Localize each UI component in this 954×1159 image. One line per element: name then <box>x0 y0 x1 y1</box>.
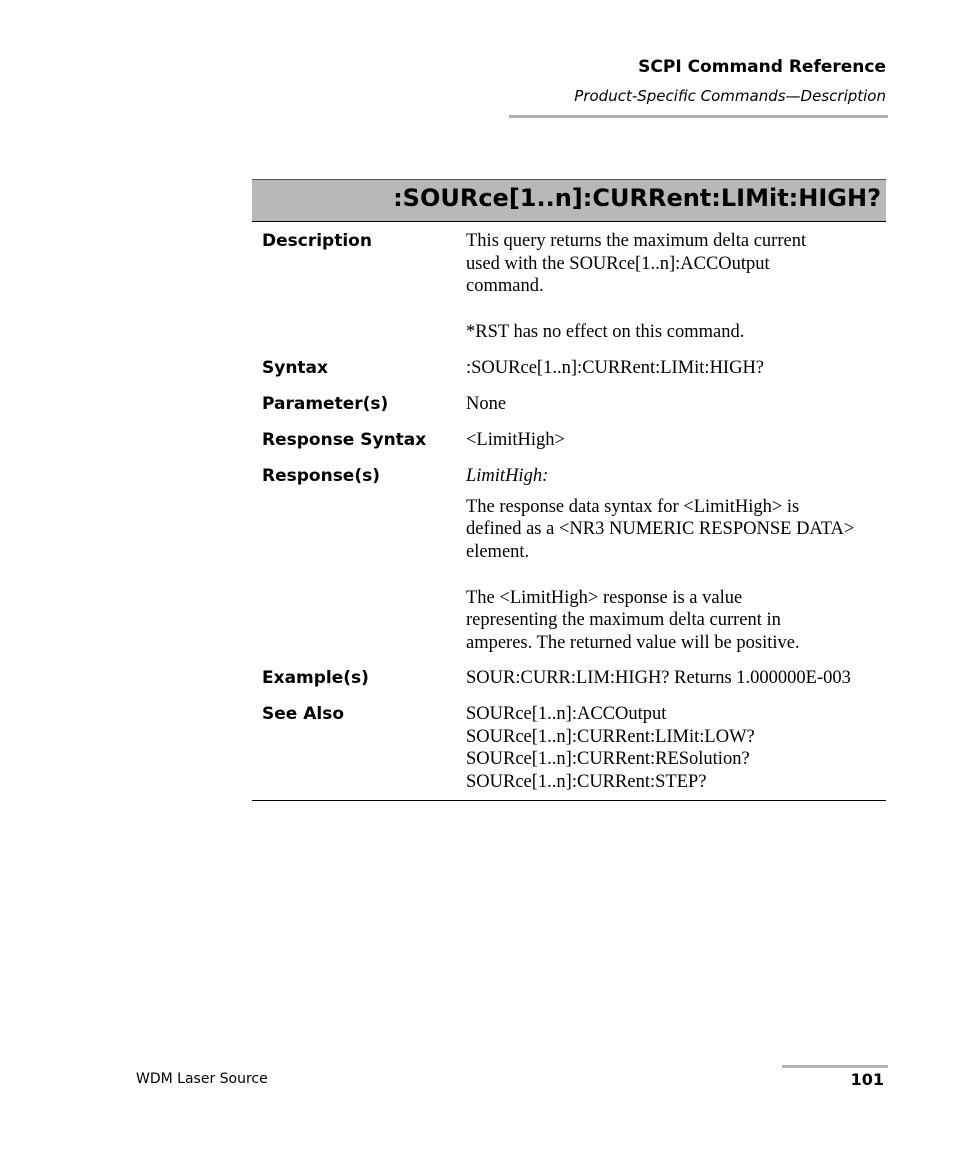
see-also-item: SOURce[1..n]:CURRent:LIMit:LOW? <box>466 726 755 747</box>
response-line: representing the maximum delta current in <box>466 610 781 631</box>
examples-label: Example(s) <box>262 668 369 688</box>
response-syntax-value <box>466 429 876 452</box>
response-line: The response data syntax for <LimitHigh> is <box>466 496 800 517</box>
response-name: LimitHigh: <box>466 466 549 486</box>
see-also-item: SOURce[1..n]:CURRent:RESolution? <box>466 749 750 770</box>
see-also-item: SOURce[1..n]:ACCOutput <box>466 704 667 724</box>
parameters-value <box>466 393 876 416</box>
parameters-text: None <box>466 394 507 414</box>
syntax-label: Syntax <box>262 358 328 378</box>
command-title-bar <box>252 179 886 222</box>
response-line: defined as a <NR3 NUMERIC RESPONSE DATA> <box>466 519 855 540</box>
response-syntax-label: Response Syntax <box>262 430 427 450</box>
description-line: used with the SOURce[1..n]:ACCOutput <box>466 253 770 274</box>
header-rule <box>509 115 888 118</box>
response-line: amperes. The returned value will be positive. <box>466 632 800 653</box>
examples-value <box>466 667 876 690</box>
description-line: command. <box>466 276 544 297</box>
description-note: *RST has no effect on this command. <box>466 321 745 342</box>
syntax-text: :SOURce[1..n]:CURRent:LIMit:HIGH? <box>466 358 765 378</box>
page-number: 101 <box>850 1070 884 1089</box>
response-line: element. <box>466 542 530 563</box>
responses-value <box>466 465 876 655</box>
footer-rule <box>782 1065 888 1068</box>
description-value <box>466 230 876 344</box>
see-also-label: See Also <box>262 704 345 724</box>
description-label: Description <box>262 231 372 251</box>
see-also-value <box>466 703 876 794</box>
parameters-label: Parameter(s) <box>262 394 389 414</box>
responses-label: Response(s) <box>262 466 380 486</box>
running-header-title: SCPI Command Reference <box>638 57 886 77</box>
see-also-item: SOURce[1..n]:CURRent:STEP? <box>466 772 707 793</box>
examples-text: SOUR:CURR:LIM:HIGH? Returns 1.000000E-003 <box>466 668 851 688</box>
description-line: This query returns the maximum delta current <box>466 231 807 251</box>
table-bottom-rule <box>252 800 886 801</box>
response-line: The <LimitHigh> response is a value <box>466 587 743 608</box>
response-syntax-text: <LimitHigh> <box>466 430 565 450</box>
footer-product: WDM Laser Source <box>136 1071 268 1087</box>
command-title: :SOURce[1..n]:CURRent:LIMit:HIGH? <box>393 184 881 212</box>
syntax-value <box>466 357 876 380</box>
running-header-subtitle: Product-Specific Commands—Description <box>574 87 886 105</box>
